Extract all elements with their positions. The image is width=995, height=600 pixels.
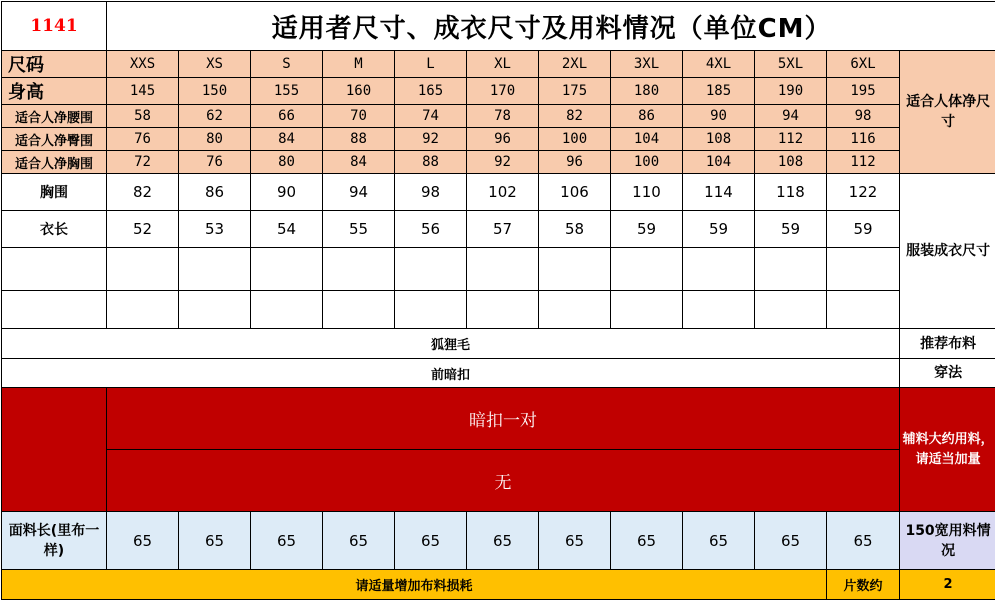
table-cell: 52: [107, 211, 179, 248]
waist-label: 适合人净腰围: [2, 105, 107, 128]
fabric-row: [2, 329, 995, 359]
table-cell: 66: [251, 105, 323, 128]
chest-row: [2, 151, 995, 174]
table-cell: 65: [107, 512, 179, 570]
table-cell: 80: [179, 128, 251, 151]
table-cell: 114: [683, 174, 755, 211]
table-cell: 65: [827, 512, 900, 570]
fabric-length-row: [2, 512, 995, 570]
accessory-line-1: 暗扣一对: [107, 388, 900, 450]
empty-cell: [323, 291, 395, 329]
body-measure-side-label: 适合人体净尺寸: [900, 51, 995, 174]
table-cell: 82: [107, 174, 179, 211]
table-cell: 65: [179, 512, 251, 570]
table-cell: 190: [755, 78, 827, 105]
table-cell: 175: [539, 78, 611, 105]
table-cell: 104: [611, 128, 683, 151]
fabric-value: 狐狸毛: [2, 329, 900, 359]
empty-cell: [611, 248, 683, 291]
table-cell: 65: [395, 512, 467, 570]
empty-cell: [179, 291, 251, 329]
table-cell: 78: [467, 105, 539, 128]
table-cell: 145: [107, 78, 179, 105]
fabric-width-label: 150宽用料情况: [900, 512, 995, 570]
accessory-line-2: 无: [107, 450, 900, 512]
empty-cell: [323, 248, 395, 291]
empty-cell: [395, 291, 467, 329]
table-cell: 112: [755, 128, 827, 151]
table-cell: 65: [467, 512, 539, 570]
accessory-label: 辅料大约用料，请适当加量: [900, 388, 995, 512]
hip-label: 适合人净臀围: [2, 128, 107, 151]
table-cell: 58: [539, 211, 611, 248]
table-cell: 84: [323, 151, 395, 174]
table-cell: 100: [611, 151, 683, 174]
accessory-row: [2, 388, 995, 450]
wear-value: 前暗扣: [2, 359, 900, 388]
size-cell: 4XL: [683, 51, 755, 78]
table-cell: 86: [179, 174, 251, 211]
table-cell: 65: [683, 512, 755, 570]
garment-length-label: 衣长: [2, 211, 107, 248]
table-cell: 92: [467, 151, 539, 174]
size-cell: 6XL: [827, 51, 900, 78]
table-cell: 195: [827, 78, 900, 105]
table-cell: 98: [827, 105, 900, 128]
empty-cell: [2, 248, 107, 291]
fabric-length-label: 面料长(里布一样): [2, 512, 107, 570]
table-cell: 94: [323, 174, 395, 211]
table-cell: 165: [395, 78, 467, 105]
footer-note: 请适量增加布料损耗: [2, 570, 827, 600]
height-row: [2, 78, 995, 105]
garment-measure-side-label: 服装成衣尺寸: [900, 174, 995, 329]
size-cell: 3XL: [611, 51, 683, 78]
table-cell: 65: [323, 512, 395, 570]
table-cell: 65: [539, 512, 611, 570]
table-cell: 155: [251, 78, 323, 105]
table-cell: 55: [323, 211, 395, 248]
table-cell: 54: [251, 211, 323, 248]
size-row: [2, 51, 995, 78]
table-cell: 92: [395, 128, 467, 151]
table-cell: 122: [827, 174, 900, 211]
empty-cell: [251, 291, 323, 329]
pieces-label: 片数约: [827, 570, 900, 600]
table-cell: 74: [395, 105, 467, 128]
empty-cell: [251, 248, 323, 291]
empty-cell: [611, 291, 683, 329]
accessory-blank-cell: [2, 388, 107, 512]
table-cell: 90: [683, 105, 755, 128]
size-cell: L: [395, 51, 467, 78]
table-cell: 100: [539, 128, 611, 151]
garment-length-row: [2, 211, 995, 248]
garment-chest-label: 胸围: [2, 174, 107, 211]
size-cell: 5XL: [755, 51, 827, 78]
table-cell: 150: [179, 78, 251, 105]
size-cell: M: [323, 51, 395, 78]
size-cell: S: [251, 51, 323, 78]
table-cell: 53: [179, 211, 251, 248]
wear-row: [2, 359, 995, 388]
empty-cell: [539, 248, 611, 291]
table-cell: 59: [827, 211, 900, 248]
empty-cell: [107, 248, 179, 291]
empty-cell: [827, 291, 900, 329]
table-cell: 116: [827, 128, 900, 151]
table-cell: 65: [755, 512, 827, 570]
accessory-row: [2, 450, 995, 512]
table-cell: 108: [755, 151, 827, 174]
waist-row: [2, 105, 995, 128]
table-cell: 104: [683, 151, 755, 174]
empty-cell: [395, 248, 467, 291]
empty-cell: [2, 291, 107, 329]
empty-cell: [755, 248, 827, 291]
table-cell: 59: [755, 211, 827, 248]
hip-row: [2, 128, 995, 151]
table-cell: 70: [323, 105, 395, 128]
empty-cell: [683, 248, 755, 291]
table-cell: 59: [683, 211, 755, 248]
table-cell: 90: [251, 174, 323, 211]
table-cell: 82: [539, 105, 611, 128]
table-cell: 118: [755, 174, 827, 211]
size-cell: XL: [467, 51, 539, 78]
table-cell: 86: [611, 105, 683, 128]
table-cell: 170: [467, 78, 539, 105]
sheet-title: 适用者尺寸、成衣尺寸及用料情况（单位CM）: [107, 2, 995, 51]
style-code: 1141: [2, 2, 107, 51]
table-cell: 59: [611, 211, 683, 248]
table-cell: 110: [611, 174, 683, 211]
table-cell: 96: [539, 151, 611, 174]
table-cell: 94: [755, 105, 827, 128]
empty-row: [2, 291, 995, 329]
size-label: 尺码: [2, 51, 107, 78]
empty-cell: [467, 291, 539, 329]
pieces-value: 2: [900, 570, 995, 600]
table-cell: 112: [827, 151, 900, 174]
size-cell: XS: [179, 51, 251, 78]
empty-row: [2, 248, 995, 291]
height-label: 身高: [2, 78, 107, 105]
table-cell: 88: [323, 128, 395, 151]
table-cell: 98: [395, 174, 467, 211]
garment-chest-row: [2, 174, 995, 211]
empty-cell: [467, 248, 539, 291]
table-cell: 80: [251, 151, 323, 174]
size-cell: 2XL: [539, 51, 611, 78]
empty-cell: [179, 248, 251, 291]
footer-row: [2, 570, 995, 600]
table-cell: 65: [251, 512, 323, 570]
table-cell: 88: [395, 151, 467, 174]
table-cell: 76: [107, 128, 179, 151]
empty-cell: [755, 291, 827, 329]
table-cell: 180: [611, 78, 683, 105]
size-cell: XXS: [107, 51, 179, 78]
table-cell: 56: [395, 211, 467, 248]
empty-cell: [107, 291, 179, 329]
table-cell: 106: [539, 174, 611, 211]
fabric-label: 推荐布料: [900, 329, 995, 359]
table-cell: 58: [107, 105, 179, 128]
title-row: [2, 2, 995, 51]
table-cell: 160: [323, 78, 395, 105]
table-cell: 76: [179, 151, 251, 174]
table-cell: 96: [467, 128, 539, 151]
table-cell: 72: [107, 151, 179, 174]
wear-label: 穿法: [900, 359, 995, 388]
table-cell: 185: [683, 78, 755, 105]
empty-cell: [827, 248, 900, 291]
table-cell: 102: [467, 174, 539, 211]
table-cell: 108: [683, 128, 755, 151]
size-chart-table: [1, 1, 995, 600]
empty-cell: [683, 291, 755, 329]
chest-label: 适合人净胸围: [2, 151, 107, 174]
table-cell: 57: [467, 211, 539, 248]
table-cell: 62: [179, 105, 251, 128]
table-cell: 65: [611, 512, 683, 570]
empty-cell: [539, 291, 611, 329]
table-cell: 84: [251, 128, 323, 151]
